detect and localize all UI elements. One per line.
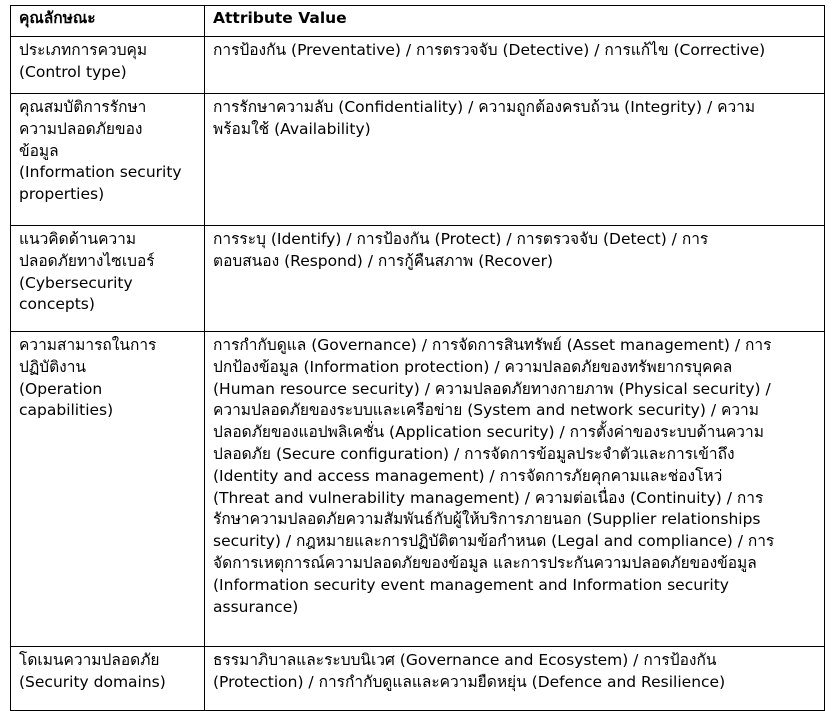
table-header-row [11, 6, 825, 37]
value-cell: การกำกับดูแล (Governance) / การจัดการสินทรัพย์ (Asset management) / การ ปกป้องข้อมูล (Information protection) / ความปลอดภัยของทรัพยากรบุคคล (Human resource security) / ความปลอดภัยทางกายภาพ (Physical security) / ความปลอดภัยของระบบและเครือข่าย (System and network security) / ความ ปลอดภัยของแอปพลิเคชั่น (Application security) / การตั้งค่าของระบบด้านความ ปลอดภัย (Secure configuration) / การจัดการข้อมูลประจำตัวและการเข้าถึง (Identity and access management) / การจัดการภัยคุกคามและช่องโหว่ (Threat and vulnerability management) / ความต่อเนื่อง (Continuity) / การ รักษาความปลอดภัยความสัมพันธ์กับผู้ให้บริการภายนอก (Supplier relationships security) / กฎหมายและการปฏิบัติตามข้อกำหนด (Legal and compliance) / การ จัดการเหตุการณ์ความปลอดภัยของข้อมูล และการประกันความปลอดภัยของข้อมูล (Information security event management and Information security assurance) [205, 332, 825, 647]
header-attribute-value: Attribute Value [205, 6, 825, 37]
attribute-cell: คุณสมบัติการรักษา ความปลอดภัยของ ข้อมูล (Information security properties) [11, 94, 205, 226]
value-cell: การระบุ (Identify) / การป้องกัน (Protect) / การตรวจจับ (Detect) / การ ตอบสนอง (Respond) / การกู้คืนสภาพ (Recover) [205, 226, 825, 332]
attribute-cell: ประเภทการควบคุม (Control type) [11, 37, 205, 94]
table-row [11, 647, 825, 711]
value-cell: ธรรมาภิบาลและระบบนิเวศ (Governance and Ecosystem) / การป้องกัน (Protection) / การกำกับดูแลและความยืดหยุ่น (Defence and Resilience) [205, 647, 825, 711]
table-row [11, 37, 825, 94]
value-cell: การป้องกัน (Preventative) / การตรวจจับ (Detective) / การแก้ไข (Corrective) [205, 37, 825, 94]
attribute-cell: โดเมนความปลอดภัย (Security domains) [11, 647, 205, 711]
header-attribute: คุณลักษณะ [11, 6, 205, 37]
table-row [11, 94, 825, 226]
attribute-cell: ความสามารถในการ ปฏิบัติงาน (Operation capabilities) [11, 332, 205, 647]
attribute-cell: แนวคิดด้านความ ปลอดภัยทางไซเบอร์ (Cybersecurity concepts) [11, 226, 205, 332]
table-row [11, 332, 825, 647]
attribute-table [10, 5, 825, 711]
value-cell: การรักษาความลับ (Confidentiality) / ความถูกต้องครบถ้วน (Integrity) / ความ พร้อมใช้ (Availability) [205, 94, 825, 226]
table-row [11, 226, 825, 332]
